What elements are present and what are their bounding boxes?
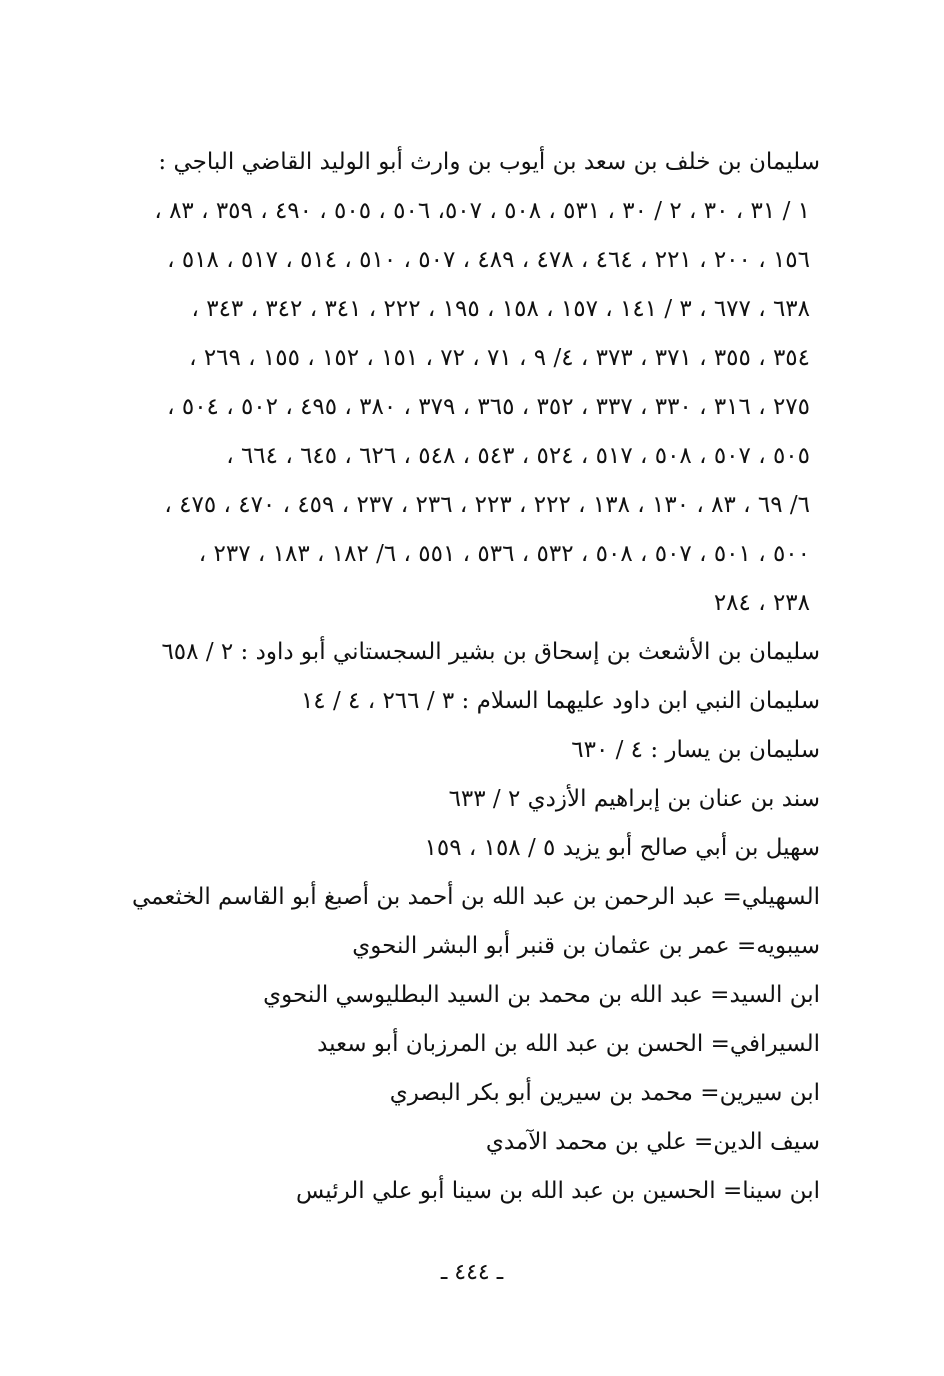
index-entry: سيبويه= عمر بن عثمان بن قنبر أبو البشر النحوي bbox=[352, 933, 820, 959]
index-entry-references: ٦٣٨ ، ٦٧٧ ، ٣ / ١٤١ ، ١٥٧ ، ١٥٨ ، ١٩٥ ، ٢٢٢ ، ٣٤١ ، ٣٤٢ ، ٣٤٣ ، bbox=[191, 296, 810, 322]
index-entry: سليمان بن يسار : ٤ / ٦٣٠ bbox=[571, 737, 820, 763]
index-entry-references: ٢٧٥ ، ٣١٦ ، ٣٣٠ ، ٣٣٧ ، ٣٥٢ ، ٣٦٥ ، ٣٧٩ ، ٣٨٠ ، ٤٩٥ ، ٥٠٢ ، ٥٠٤ ، bbox=[167, 394, 810, 420]
index-entry: ابن سينا= الحسين بن عبد الله بن سينا أبو علي الرئيس bbox=[295, 1178, 820, 1204]
index-entry: ابن سيرين= محمد بن سيرين أبو بكر البصري bbox=[389, 1080, 820, 1106]
index-entry-heading: سليمان بن خلف بن سعد بن أيوب بن وارث أبو الوليد القاضي الباجي : bbox=[158, 149, 820, 175]
index-entry-references: ٦/ ٦٩ ، ٨٣ ، ١٣٠ ، ١٣٨ ، ٢٢٢ ، ٢٢٣ ، ٢٣٦ ، ٢٣٧ ، ٤٥٩ ، ٤٧٠ ، ٤٧٥ ، bbox=[164, 492, 810, 518]
index-entry: سهيل بن أبي صالح أبو يزيد ٥ / ١٥٨ ، ١٥٩ bbox=[424, 835, 820, 861]
index-entry-references: ٥٠٠ ، ٥٠١ ، ٥٠٧ ، ٥٠٨ ، ٥٣٢ ، ٥٣٦ ، ٥٥١ ، ٦/ ١٨٢ ، ١٨٣ ، ٢٣٧ ، bbox=[198, 541, 810, 567]
index-entry: السهيلي= عبد الرحمن بن عبد الله بن أحمد بن أصبغ أبو القاسم الخثعمي bbox=[131, 884, 820, 910]
index-entry-references: ٢٣٨ ، ٢٨٤ bbox=[713, 590, 810, 616]
index-entry-references: ١ / ٣١ ، ٣٠ ، ٢ / ٣٠ ، ٥٣١ ، ٥٠٨ ، ٥٠٧، ٥٠٦ ، ٥٠٥ ، ٤٩٠ ، ٣٥٩ ، ٨٣ ، bbox=[154, 198, 810, 224]
index-entry-references: ٣٥٤ ، ٣٥٥ ، ٣٧١ ، ٣٧٣ ، ٤/ ٩ ، ٧١ ، ٧٢ ، ١٥١ ، ١٥٢ ، ١٥٥ ، ٢٦٩ ، bbox=[189, 345, 810, 371]
index-entry: ابن السيد= عبد الله بن محمد بن السيد البطليوسي النحوي bbox=[263, 982, 820, 1008]
index-entry: السيرافي= الحسن بن عبد الله بن المرزبان أبو سعيد bbox=[317, 1031, 820, 1057]
index-entries bbox=[120, 138, 820, 1216]
index-entry: سليمان بن الأشعث بن إسحاق بن بشير السجستاني أبو داود : ٢ / ٦٥٨ bbox=[161, 639, 820, 665]
index-entry: سليمان النبي ابن داود عليهما السلام : ٣ / ٢٦٦ ، ٤ / ١٤ bbox=[300, 688, 820, 714]
index-entry-references: ٥٠٥ ، ٥٠٧ ، ٥٠٨ ، ٥١٧ ، ٥٢٤ ، ٥٤٣ ، ٥٤٨ ، ٦٢٦ ، ٦٤٥ ، ٦٦٤ ، bbox=[226, 443, 810, 469]
index-entry: سيف الدين= علي بن محمد الآمدي bbox=[485, 1129, 820, 1155]
index-entry-references: ١٥٦ ، ٢٠٠ ، ٢٢١ ، ٤٦٤ ، ٤٧٨ ، ٤٨٩ ، ٥٠٧ ، ٥١٠ ، ٥١٤ ، ٥١٧ ، ٥١٨ ، bbox=[167, 247, 810, 273]
index-entry: سند بن عنان بن إبراهيم الأزدي ٢ / ٦٣٣ bbox=[448, 786, 820, 812]
page-number: ـ ٤٤٤ ـ bbox=[440, 1260, 504, 1285]
